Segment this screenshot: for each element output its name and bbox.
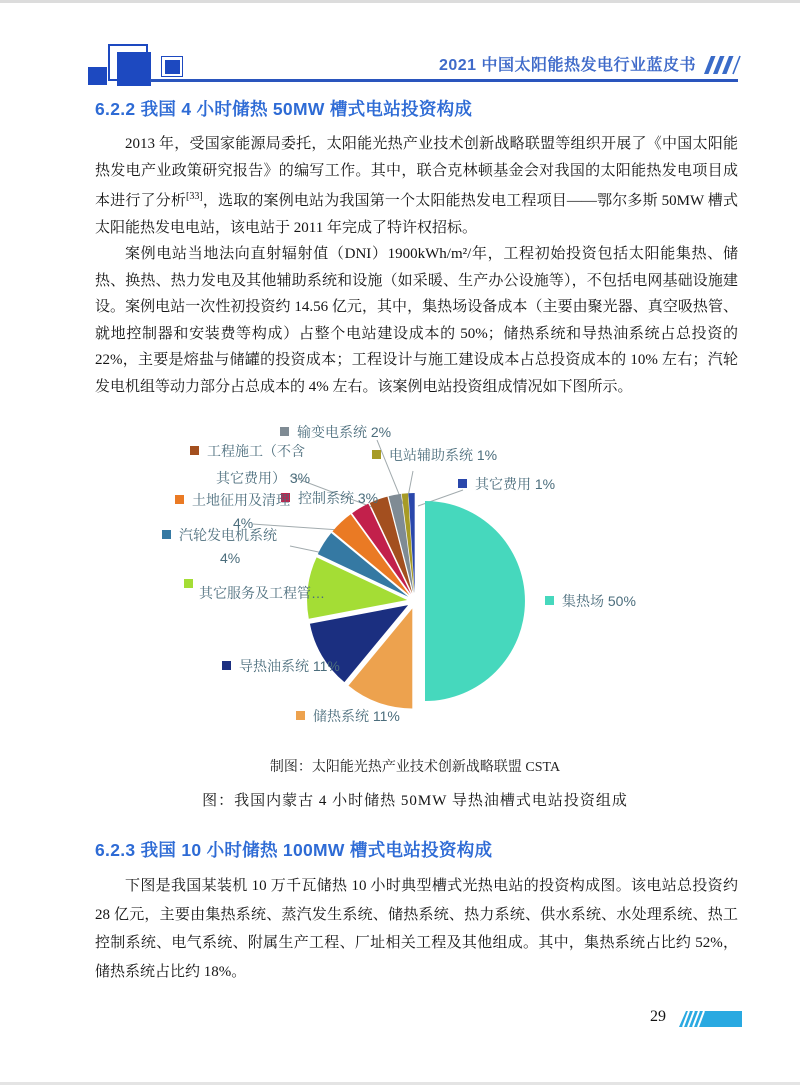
pie-label-solar-field [545, 591, 636, 611]
pie-label-text: 储热系统 11% [313, 708, 400, 724]
pie-label-text: 工程施工（不含 [207, 443, 305, 459]
pie-chart-figure [85, 414, 745, 810]
legend-marker-htf-system [222, 661, 231, 670]
pie-label-text: 汽轮发电机系统 [179, 527, 277, 543]
paragraph-623-1: 下图是我国某装机 10 万千瓦储热 10 小时典型槽式光热电站的投资构成图。该电站总投资约 28 亿元，主要由集热系统、蒸汽发生系统、储热系统、热力系统、供水系统、水处理系统、热工控制系统、电气系统、附属生产工程、厂址相关工程及其他组成。其中，集热系统占比约 52%，储热系统占比约 18%。 [95, 878, 738, 980]
pie-label-land-line1 [175, 490, 290, 510]
pie-label-turbine-line1 [162, 525, 277, 545]
pie-label-text: 输变电系统 2% [297, 424, 392, 440]
paragraph-text: ，选取的案例电站为我国第一个太阳能热发电工程项目——鄂尔多斯 50MW 槽式太阳能热发电电站，该电站于 2011 年完成了特许权招标。 [95, 193, 738, 236]
legend-marker-other-services [184, 579, 193, 588]
legend-marker-land [175, 495, 184, 504]
legend-marker-construction [190, 446, 199, 455]
paragraph-622-1 [95, 131, 738, 241]
page-header [0, 0, 800, 96]
pie-label-construction-line1 [190, 441, 305, 461]
legend-marker-other-fees [458, 479, 467, 488]
page-footer [0, 1005, 800, 1035]
footnote-ref-33: [33] [186, 191, 203, 202]
figure-source-note: 制图：太阳能光热产业技术创新战略联盟 CSTA [269, 760, 561, 775]
pie-label-text: 土地征用及清理 [192, 492, 290, 508]
logo-big-square [117, 52, 151, 86]
pie-label-text: 控制系统 3% [298, 490, 379, 506]
logo-small-square-left [88, 67, 107, 85]
legend-marker-solar-field [545, 596, 554, 605]
pie-label-aux-system [372, 445, 497, 465]
header-book-title: 2021 中国太阳能热发电行业蓝皮书 [438, 57, 696, 74]
pie-chart [85, 414, 745, 744]
footer-bar-decoration [676, 1011, 742, 1027]
legend-marker-turbine [162, 530, 171, 539]
logo-small-square-right [165, 60, 180, 74]
pie-label-construction-line2 [216, 468, 310, 488]
legend-marker-storage-system [296, 711, 305, 720]
pie-label-text: 4% [233, 515, 254, 531]
header-slashes-icon [702, 53, 742, 77]
section-heading-623: 6.2.3 我国 10 小时储热 100MW 槽式电站投资构成 [95, 840, 493, 860]
figure-caption: 图：我国内蒙古 4 小时储热 50MW 导热油槽式电站投资组成 [202, 793, 628, 809]
pie-label-other-services [199, 583, 325, 603]
paragraph-text: 2013 年，受国家能源局委托，太阳能光热产业技术创新战略联盟等组织开展了《中国太阳能热发电产业政策研究报告》的编写工作。其中，联合克林顿基金会对我国的太阳能热发电项目成本进行了分析 [95, 136, 738, 209]
pie-label-text: 4% [220, 550, 241, 566]
pie-label-text: 其它服务及工程管… [199, 585, 325, 601]
pie-label-other-fees [458, 474, 555, 494]
paragraph-622-2: 案例电站当地法向直射辐射值（DNI）1900kWh/m²/年，工程初始投资包括太阳能集热、储热、换热、热力发电及其他辅助系统和设施（如采暖、生产办公设施等），不包括电网基础设施建设。案例电站一次性初投资约 14.56 亿元，其中，集热场设备成本（主要由聚光器、真空吸热管、就地控制器和安装费等构成）占整个电站建设成本的 50%；储热系统和导热油系统占总投资的 22%，主要是熔盐与储罐的投资成本；工程设计与施工建设成本占总投资成本的 10% 左右；汽轮发电机组等动力部分占总成本的 4% 左右。该案例电站投资组成情况如下图所示。 [95, 246, 738, 395]
legend-marker-aux-system [372, 450, 381, 459]
pie-label-text: 其它费用） 3% [216, 470, 311, 486]
pie-label-text: 电站辅助系统 1% [389, 447, 498, 463]
pie-slice-0 [425, 501, 525, 701]
pie-label-text: 导热油系统 11% [239, 658, 340, 674]
pie-label-control-system [281, 488, 378, 508]
pie-label-transmission [280, 422, 391, 442]
pie-label-turbine-line2 [220, 550, 240, 566]
header-rule [150, 79, 738, 82]
page-body [95, 96, 738, 986]
pie-label-text: 其它费用 1% [475, 476, 556, 492]
pie-label-text: 集热场 50% [562, 593, 636, 609]
legend-marker-transmission [280, 427, 289, 436]
section-heading-622: 6.2.2 我国 4 小时储热 50MW 槽式电站投资构成 [95, 99, 473, 119]
page-number: 29 [650, 1008, 666, 1025]
pie-label-htf-system [222, 656, 340, 676]
pie-label-storage-system [296, 706, 400, 726]
